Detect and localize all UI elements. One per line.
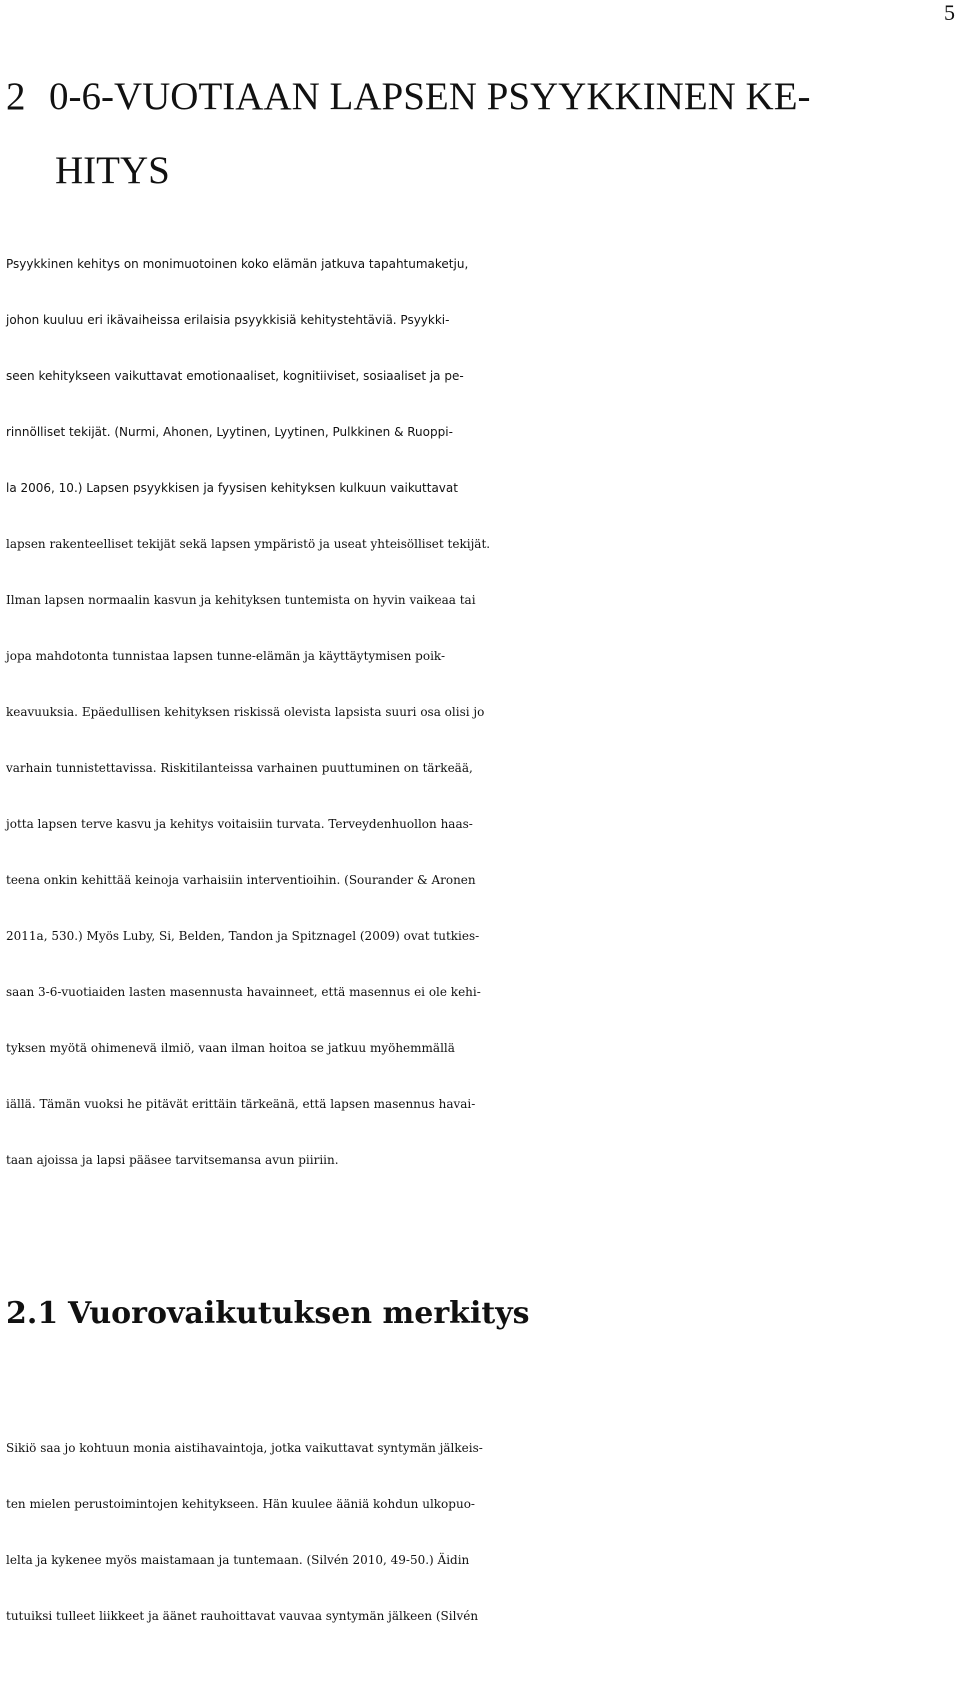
text-line: rinnölliset tekijät. (Nurmi, Ahonen, Lyytinen, Lyytinen, Pulkkinen & Ruoppi- xyxy=(6,425,453,439)
text-line: ten mielen perustoimintojen kehitykseen. Hän kuulee ääniä kohdun ulkopuo- xyxy=(6,1497,475,1511)
text-line: 2011a, 530.) Myös Luby, Si, Belden, Tandon ja Spitznagel (2009) ovat tutkies- xyxy=(6,929,480,943)
chapter-title-line1: 0-6-VUOTIAAN LAPSEN PSYYKKINEN KE- xyxy=(49,75,811,118)
text-line: Sikiö saa jo kohtuun monia aistihavaintoja, jotka vaikuttavat syntymän jälkeis- xyxy=(6,1441,483,1455)
chapter-title-line2: HITYS xyxy=(55,149,170,192)
text-line: johon kuuluu eri ikävaiheissa erilaisia psyykkisiä kehitystehtäviä. Psyykki- xyxy=(6,313,450,327)
chapter-number: 2 xyxy=(6,75,26,118)
text-line: jopa mahdotonta tunnistaa lapsen tunne-elämän ja käyttäytymisen poik- xyxy=(6,649,446,663)
section-heading xyxy=(6,1294,530,1334)
text-line: la 2006, 10.) Lapsen psyykkisen ja fyysisen kehityksen kulkuun vaikuttavat xyxy=(6,481,458,495)
paragraph-1 xyxy=(6,236,956,1188)
text-line: teena onkin kehittää keinoja varhaisiin interventioihin. (Sourander & Aronen xyxy=(6,873,476,887)
chapter-heading xyxy=(6,60,936,208)
text-line: lapsen rakenteelliset tekijät sekä lapsen ympäristö ja useat yhteisölliset tekijät. xyxy=(6,537,491,551)
text-line: varhain tunnistettavissa. Riskitilanteissa varhainen puuttuminen on tärkeää, xyxy=(6,761,473,775)
text-line: seen kehitykseen vaikuttavat emotionaaliset, kognitiiviset, sosiaaliset ja pe- xyxy=(6,369,464,383)
text-line: iällä. Tämän vuoksi he pitävät erittäin tärkeänä, että lapsen masennus havai- xyxy=(6,1097,476,1111)
text-line: keavuuksia. Epäedullisen kehityksen riskissä olevista lapsista suuri osa olisi jo xyxy=(6,705,485,719)
text-line: jotta lapsen terve kasvu ja kehitys voitaisiin turvata. Terveydenhuollon haas- xyxy=(6,817,473,831)
text-line: lelta ja kykenee myös maistamaan ja tuntemaan. (Silvén 2010, 49-50.) Äidin xyxy=(6,1553,470,1567)
text-line: taan ajoissa ja lapsi pääsee tarvitsemansa avun piiriin. xyxy=(6,1153,339,1167)
paragraph-2 xyxy=(6,1420,956,1644)
text-line: tutuiksi tulleet liikkeet ja äänet rauhoittavat vauvaa syntymän jälkeen (Silvén xyxy=(6,1609,479,1623)
text-line: saan 3-6-vuotiaiden lasten masennusta havainneet, että masennus ei ole kehi- xyxy=(6,985,481,999)
text-line: Psyykkinen kehitys on monimuotoinen koko elämän jatkuva tapahtumaketju, xyxy=(6,257,469,271)
text-line: tyksen myötä ohimenevä ilmiö, vaan ilman hoitoa se jatkuu myöhemmällä xyxy=(6,1041,455,1055)
text-line: Ilman lapsen normaalin kasvun ja kehityksen tuntemista on hyvin vaikeaa tai xyxy=(6,593,476,607)
section-title: Vuorovaikutuksen merkitys xyxy=(68,1296,530,1331)
section-number: 2.1 xyxy=(6,1296,59,1331)
page-number: 5 xyxy=(944,0,955,25)
